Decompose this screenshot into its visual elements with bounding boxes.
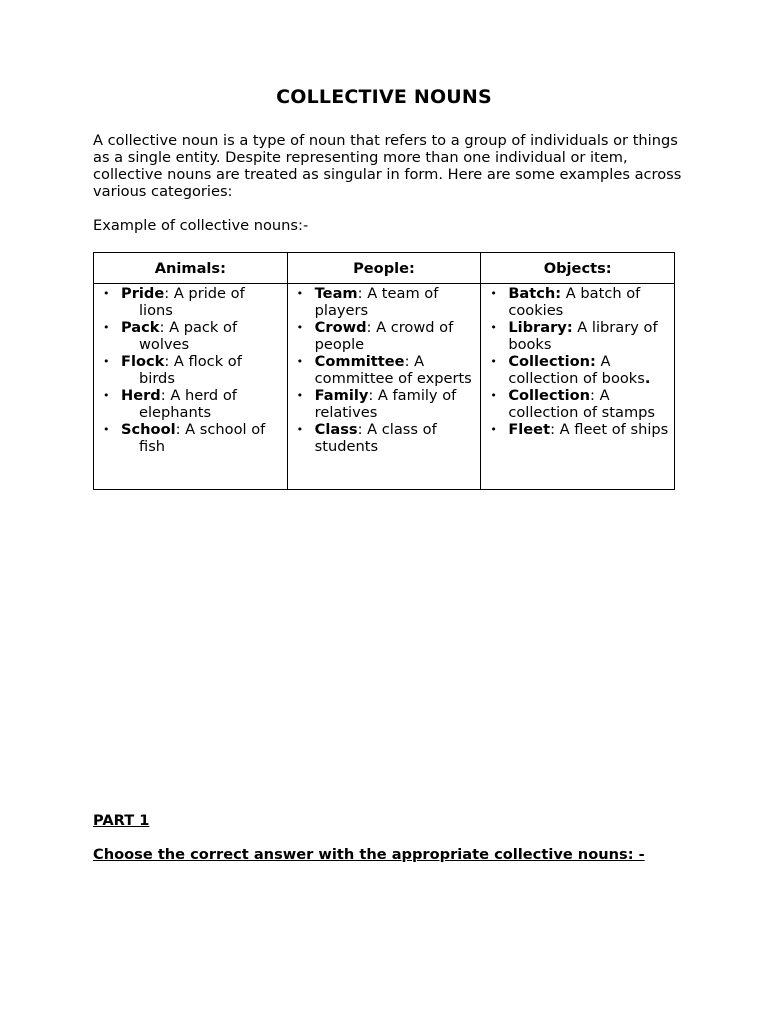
bullet-icon: • <box>103 389 110 402</box>
bullet-icon: • <box>103 423 110 436</box>
list-item: • Crowd: A crowd of people <box>296 319 454 353</box>
intro-paragraph: A collective noun is a type of noun that refers to a group of individuals or things as a single entity. Despite representing more than one individual or item, collective nouns are treated as singular in form. Here are some examples across various categories: <box>93 132 682 200</box>
bullet-icon: • <box>296 389 304 402</box>
page-title: COLLECTIVE NOUNS <box>276 86 492 108</box>
list-item: • Fleet: A fleet of ships <box>490 421 669 438</box>
bullet-icon: • <box>490 321 497 334</box>
list-item: • Library: A library of books <box>490 319 658 353</box>
list-item: • Family: A family of relatives <box>296 387 457 421</box>
list-item: • School: A school of fish <box>103 421 266 455</box>
people-cell <box>287 284 481 490</box>
list-item: • Flock: A flock of birds <box>103 353 242 387</box>
table-row <box>94 284 675 490</box>
people-list <box>288 284 481 455</box>
bullet-icon: • <box>490 287 497 300</box>
list-item: • Class: A class of students <box>296 421 437 455</box>
animals-list <box>94 284 287 455</box>
bullet-icon: • <box>296 287 304 300</box>
example-label: Example of collective nouns:- <box>93 217 309 234</box>
header-animals: Animals: <box>94 253 288 284</box>
header-people: People: <box>287 253 481 284</box>
list-item: • Herd: A herd of elephants <box>103 387 237 421</box>
bullet-icon: • <box>296 423 304 436</box>
list-item: • Collection: A collection of stamps <box>490 387 656 421</box>
header-objects: Objects: <box>481 253 675 284</box>
list-item: • Pride: A pride of lions <box>103 285 245 319</box>
list-item: • Team: A team of players <box>296 285 439 319</box>
bullet-icon: • <box>103 287 110 300</box>
objects-cell <box>481 284 675 490</box>
bullet-icon: • <box>490 355 497 368</box>
list-item: • Pack: A pack of wolves <box>103 319 238 353</box>
bullet-icon: • <box>296 355 304 368</box>
list-item: • Collection: A collection of books. <box>490 353 651 387</box>
bullet-icon: • <box>296 321 304 334</box>
instruction-text: Choose the correct answer with the appropriate collective nouns: - <box>93 846 645 863</box>
bullet-icon: • <box>103 321 110 334</box>
table-header-row <box>94 253 675 284</box>
collective-nouns-table <box>93 252 675 490</box>
bullet-icon: • <box>103 355 110 368</box>
list-item: • Batch: A batch of cookies <box>490 285 641 319</box>
bullet-icon: • <box>490 389 497 402</box>
objects-list <box>481 284 674 438</box>
part-heading: PART 1 <box>93 812 150 829</box>
list-item: • Committee: A committee of experts <box>296 353 472 387</box>
animals-cell <box>94 284 288 490</box>
bullet-icon: • <box>490 423 497 436</box>
